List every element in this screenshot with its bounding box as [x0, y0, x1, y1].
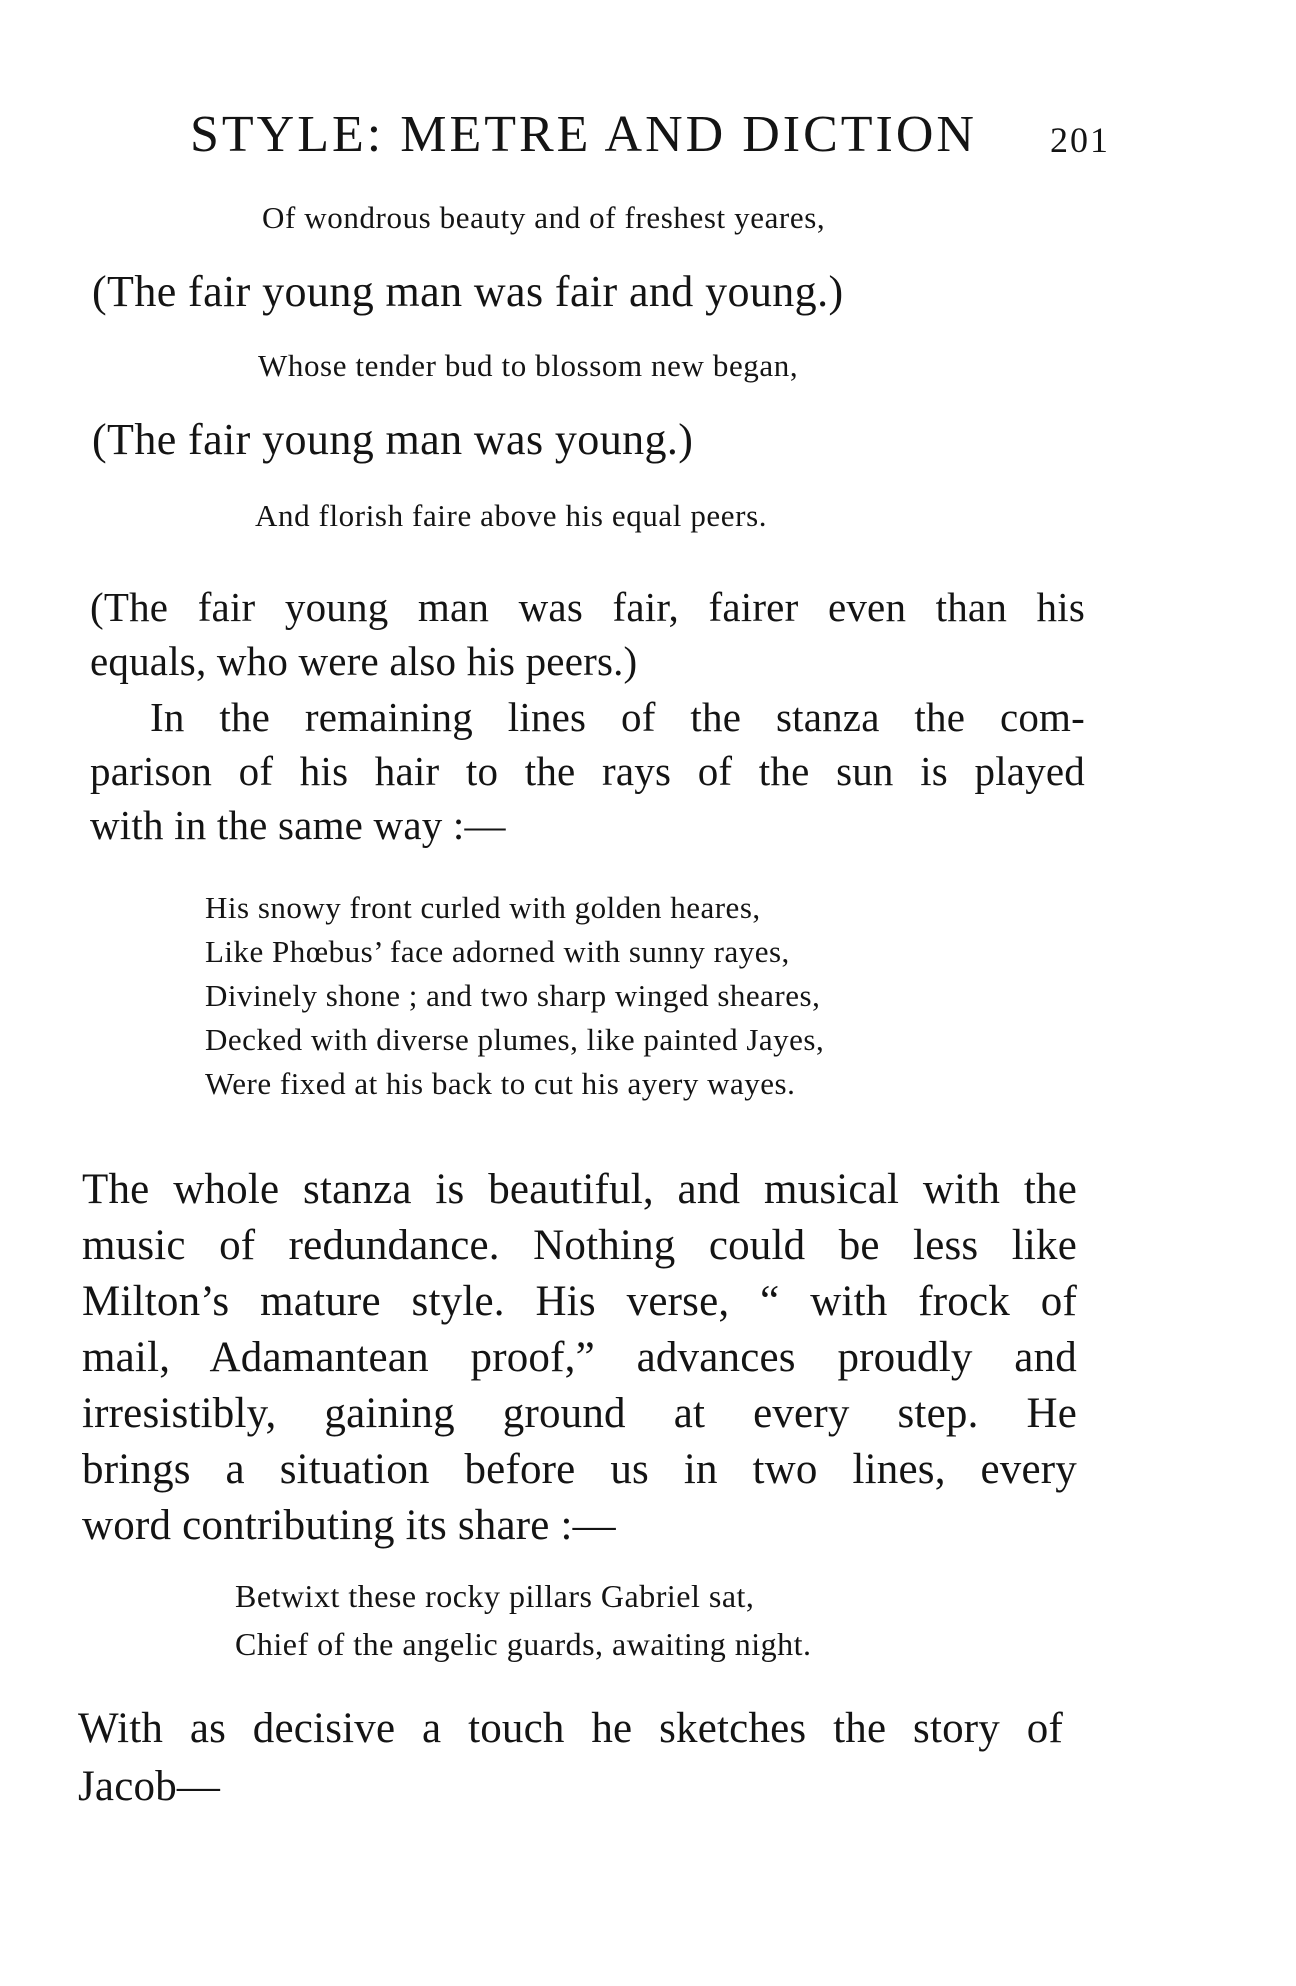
- verse-line: Betwixt these rocky pillars Gabriel sat,: [235, 1578, 755, 1614]
- verse-line: Divinely shone ; and two sharp winged sheares,: [205, 978, 821, 1013]
- paragraph-1-line-2: parison of his hair to the rays of the sun is played: [90, 748, 1085, 794]
- paragraph-1-line-3: with in the same way :—: [90, 802, 506, 848]
- verse-stanza-1: [205, 886, 824, 1106]
- paragraph-2-line-4: mail, Adamantean proof,” advances proudly and: [82, 1334, 1077, 1381]
- paragraph-3-line-2: Jacob—: [78, 1763, 221, 1810]
- verse-stanza-2: [235, 1572, 812, 1668]
- verse-line: Were fixed at his back to cut his ayery wayes.: [205, 1066, 796, 1101]
- paraphrase-line-1: (The fair young man was fair and young.): [92, 267, 844, 316]
- page-number: 201: [1050, 120, 1110, 160]
- paragraph-2-line-3: Milton’s mature style. His verse, “ with frock of: [82, 1278, 1077, 1325]
- running-head: STYLE: METRE AND DICTION: [190, 106, 977, 163]
- quote-line-1: Of wondrous beauty and of freshest yeares,: [262, 200, 826, 235]
- paragraph-2-line-7: word contributing its share :—: [82, 1502, 616, 1549]
- paraphrase-line-2: (The fair young man was young.): [92, 415, 694, 464]
- verse-line: Chief of the angelic guards, awaiting night.: [235, 1626, 812, 1662]
- paragraph-1-line-1: In the remaining lines of the stanza the com-: [150, 694, 1085, 740]
- page-header: [190, 100, 1110, 170]
- paraphrase-long-line-1: (The fair young man was fair, fairer even than his: [90, 584, 1085, 630]
- quote-line-3: And florish faire above his equal peers.: [255, 498, 768, 533]
- quote-line-2: Whose tender bud to blossom new began,: [258, 348, 799, 383]
- verse-line: Like Phœbus’ face adorned with sunny rayes,: [205, 934, 790, 969]
- paragraph-2-line-5: irresistibly, gaining ground at every step. He: [82, 1390, 1077, 1437]
- verse-line: Decked with diverse plumes, like painted Jayes,: [205, 1022, 825, 1057]
- verse-line: His snowy front curled with golden heares,: [205, 890, 761, 925]
- paragraph-2-line-2: music of redundance. Nothing could be less like: [82, 1222, 1077, 1269]
- paragraph-2-line-6: brings a situation before us in two lines, every: [82, 1446, 1077, 1493]
- paragraph-2-line-1: The whole stanza is beautiful, and musical with the: [82, 1166, 1077, 1213]
- paragraph-3-line-1: With as decisive a touch he sketches the story of: [78, 1705, 1063, 1752]
- paraphrase-long-line-2: equals, who were also his peers.): [90, 638, 638, 684]
